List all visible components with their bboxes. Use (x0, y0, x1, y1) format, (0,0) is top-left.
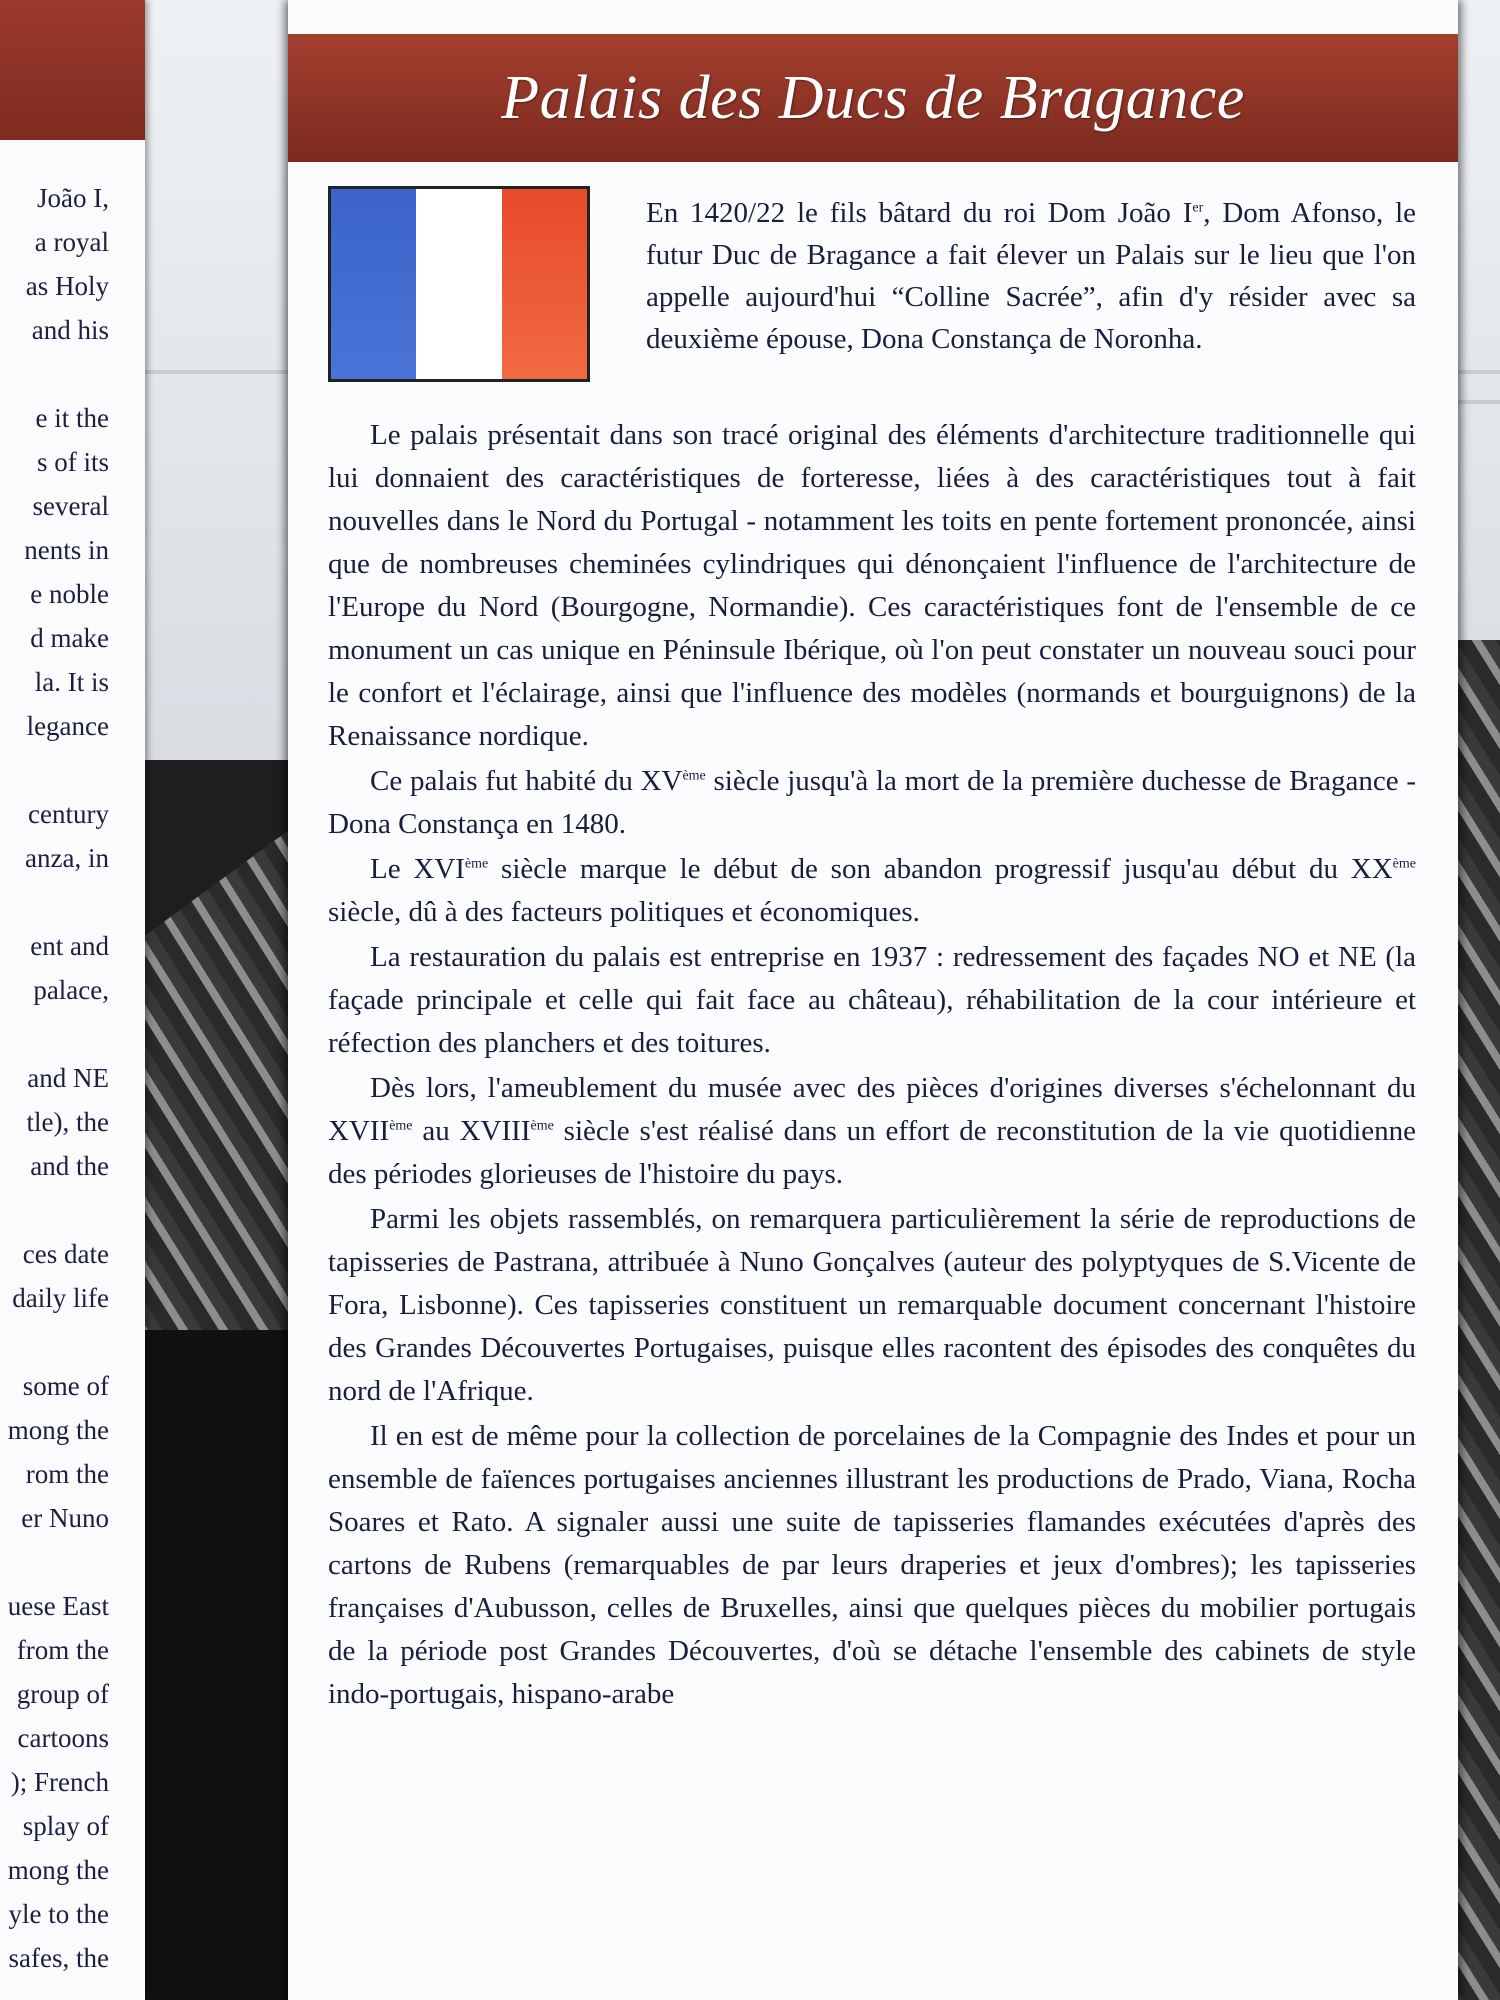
left-panel-line: la. It is (34, 667, 109, 697)
left-panel-line: uese East (7, 1591, 109, 1621)
left-panel-line: e noble (30, 579, 109, 609)
left-panel-line (0, 1320, 109, 1364)
left-panel-line: tle), the (26, 1107, 109, 1137)
left-panel-line: er Nuno (21, 1503, 109, 1533)
left-panel-line: cartoons (17, 1723, 109, 1753)
left-panel-line (0, 1188, 109, 1232)
left-panel-line: s of its (36, 447, 109, 477)
left-panel-line: and NE (27, 1063, 109, 1093)
left-panel-line: group of (16, 1679, 109, 1709)
paragraph-collections: Il en est de même pour la collection de porcelaines de la Compagnie des Indes et pour un ensemble de faïences portugaises anciennes illustrant les productions de Prado, Viana, Rocha Soares et Rato. A signaler aussi une suite de tapisseries flamandes exécutées d'après des cartons de Rubens (remarquables de par leurs draperies et jeux d'ombres); les tapisseries françaises d'Aubusson, celles de Bruxelles, ainsi que quelques pièces du mobilier portugais de la période post Grandes Découvertes, d'où se détache l'ensemble des cabinets de style indo-portugais, hispano-arabe (328, 1420, 1416, 1710)
left-panel-line: century (28, 799, 109, 829)
title-banner (288, 34, 1458, 162)
left-panel-line: mong the (7, 1855, 109, 1885)
left-panel-line: and his (31, 315, 109, 345)
left-panel-line: daily life (12, 1283, 109, 1313)
left-panel-line (0, 748, 109, 792)
left-panel-line: from the (16, 1635, 109, 1665)
french-flag-icon (328, 186, 590, 382)
left-panel-line: legance (26, 711, 109, 741)
left-panel-text (0, 176, 109, 1980)
body-text (328, 414, 1416, 1718)
left-panel-line (0, 880, 109, 924)
left-info-panel (0, 0, 145, 2000)
left-panel-line: ces date (22, 1239, 109, 1269)
left-panel-line: as Holy (25, 271, 109, 301)
flag-red-stripe (502, 189, 587, 379)
intro-paragraph: En 1420/22 le fils bâtard du roi Dom João Ier, Dom Afonso, le futur Duc de Bragance a fait élever un Palais sur le lieu que l'on appelle aujourd'hui “Colline Sacrée”, afin d'y résider avec sa deuxième épouse, Dona Constança de Noronha. (646, 197, 1416, 355)
left-panel-line: mong the (7, 1415, 109, 1445)
left-panel-line: d make (30, 623, 109, 653)
paragraph-furnishing: Dès lors, l'ameublement du musée avec des pièces d'origines diverses s'échelonnant du XVIIème au XVIIIème siècle s'est réalisé dans un effort de reconstitution de la vie quotidienne des périodes glorieuses de l'histoire du pays. (328, 1072, 1417, 1190)
left-panel-line: and the (30, 1151, 109, 1181)
left-panel-line (0, 1012, 109, 1056)
paragraph-abandon: Le XVIème siècle marque le début de son abandon progressif jusqu'au début du XXème siècle, dû à des facteurs politiques et économiques. (328, 853, 1416, 928)
left-panel-line: a royal (34, 227, 109, 257)
left-panel-line: some of (22, 1371, 109, 1401)
paragraph-restoration: La restauration du palais est entreprise en 1937 : redressement des façades NO et NE (la façade principale et celle qui fait face au château), réhabilitation de la cour intérieure et réfection des planchers et des toitures. (328, 941, 1416, 1059)
roof-shadow (140, 1330, 300, 2000)
left-panel-line: ent and (30, 931, 109, 961)
panel-title: Palais des Ducs de Bragance (501, 63, 1245, 132)
left-panel-line: nents in (24, 535, 109, 565)
paragraph-tapestries: Parmi les objets rassemblés, on remarquera particulièrement la série de reproductions de tapisseries de Pastrana, attribuée à Nuno Gonçalves (auteur des polyptyques de S.Vicente de Fora, Lisbonne). Ces tapisseries constituent un remarquable document concernant l'histoire des Grandes Découvertes Portugaises, puisque elles racontent des épisodes des conquêtes du nord de l'Afrique. (328, 1203, 1416, 1407)
paragraph-inhabited: Ce palais fut habité du XVème siècle jusqu'à la mort de la première duchesse de Bragance - Dona Constança en 1480. (328, 765, 1416, 840)
left-panel-line (0, 352, 109, 396)
main-info-panel (288, 0, 1458, 2000)
left-panel-line: palace, (33, 975, 109, 1005)
left-panel-line: e it the (35, 403, 109, 433)
left-panel-line: several (32, 491, 109, 521)
left-panel-banner (0, 0, 145, 140)
left-panel-line: yle to the (8, 1899, 109, 1929)
left-panel-line: João I, (37, 183, 109, 213)
flag-white-stripe (416, 189, 501, 379)
left-panel-line: rom the (25, 1459, 109, 1489)
left-panel-line: splay of (22, 1811, 109, 1841)
paragraph-architecture: Le palais présentait dans son tracé original des éléments d'architecture traditionnelle qui lui donnaient des caractéristiques de forteresse, liées à des caractéristiques tout à fait nouvelles dans le Nord du Portugal - notamment les toits en pente fortement prononcée, ainsi que de nombreuses cheminées cylindriques qui dénonçaient l'influence de l'architecture de l'Europe du Nord (Bourgogne, Normandie). Ces caractéristiques font de l'ensemble de ce monument un cas unique en Péninsule Ibérique, où l'on peut constater un nouveau souci pour le confort et l'éclairage, ainsi que l'influence des modèles (normands et bourguignons) de la Renaissance nordique. (328, 419, 1416, 752)
flag-blue-stripe (331, 189, 416, 379)
left-panel-line: ); French (10, 1767, 109, 1797)
left-panel-line: safes, the (8, 1943, 109, 1973)
left-panel-line: anza, in (25, 843, 109, 873)
left-panel-line (0, 1540, 109, 1584)
